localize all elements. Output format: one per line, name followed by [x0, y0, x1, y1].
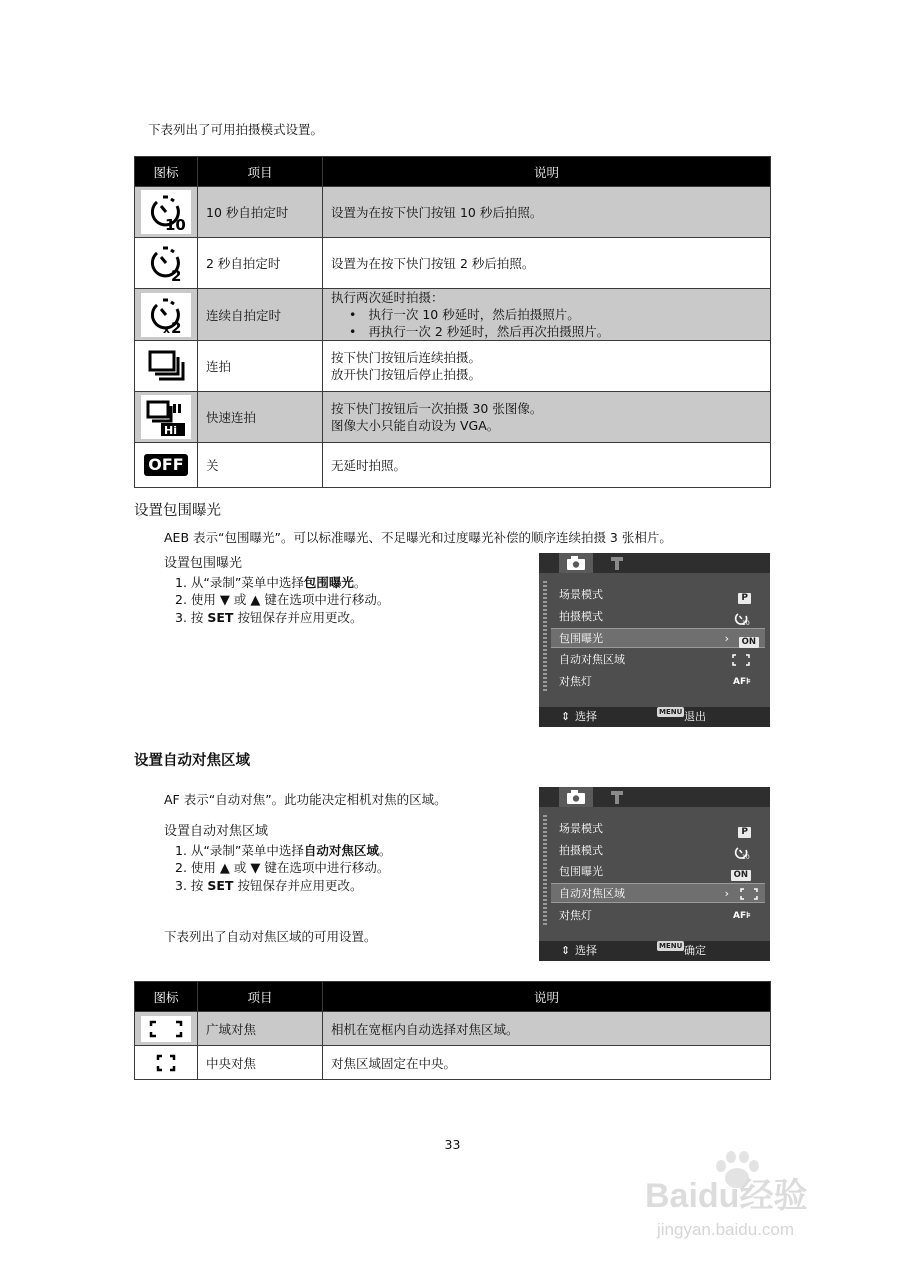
step-bold-text: SET [207, 878, 234, 893]
menu-item-label: 对焦灯 [559, 909, 592, 922]
up-arrow-icon: ▲ [250, 593, 261, 608]
af-step-2 [164, 859, 391, 877]
table-row [135, 238, 771, 289]
aeb-heading: 设置包围曝光 [134, 503, 221, 519]
step-text: 或 [233, 592, 247, 607]
svg-text:2: 2 [171, 267, 182, 285]
header-item: 项目 [198, 982, 323, 1012]
table-row [135, 443, 771, 488]
row-desc-line: 放开快门按钮后停止拍摄。 [331, 367, 482, 382]
row-item: 连拍 [198, 341, 323, 392]
tab-setup[interactable] [601, 553, 635, 573]
svg-text:Hi: Hi [164, 424, 177, 437]
on-badge [739, 632, 759, 646]
footer-action-label: 退出 [684, 710, 706, 723]
tab-setup[interactable] [601, 787, 635, 807]
af-step-3 [164, 877, 391, 894]
table-row [135, 392, 771, 443]
up-down-icon: ⇕ [561, 944, 571, 957]
step-text: 2. 使用 [175, 592, 216, 607]
menu-button-icon: MENU [659, 942, 683, 950]
aeb-step-1 [164, 574, 389, 591]
row-item: 中央对焦 [198, 1046, 323, 1080]
step-text: 按钮保存并应用更改。 [237, 610, 363, 625]
row-desc [323, 341, 771, 392]
table-header [135, 157, 771, 187]
af-area-table [134, 981, 771, 1080]
header-desc: 说明 [323, 982, 771, 1012]
row-desc: 无延时拍照。 [323, 443, 771, 488]
af-lamp-icon: AF⊧ [732, 911, 751, 921]
wrench-icon [601, 787, 635, 807]
svg-text:10: 10 [165, 216, 186, 234]
row-item: 关 [198, 443, 323, 488]
af-badge-text: AF [732, 677, 747, 687]
watermark-brand: Baidu经验 [645, 1177, 808, 1215]
menu-item-aeb[interactable] [551, 628, 765, 648]
step-text: 2. 使用 [175, 860, 216, 875]
row-desc-title: 执行两次延时拍摄： [331, 290, 444, 305]
row-desc: 设置为在按下快门按钮 2 秒后拍照。 [323, 238, 771, 289]
table-row [135, 1046, 771, 1080]
row-desc: 对焦区域固定在中央。 [323, 1046, 771, 1080]
table-row [135, 341, 771, 392]
scene-mode-p-icon [738, 822, 751, 836]
row-item: 2 秒自拍定时 [198, 238, 323, 289]
step-text: 按钮保存并应用更改。 [237, 878, 363, 893]
self-timer-2s-icon [141, 241, 191, 285]
step-text: 3. 按 [175, 878, 204, 893]
menu-item-scene-mode[interactable] [559, 585, 757, 605]
center-focus-icon [731, 653, 751, 667]
footer-action-label: 确定 [684, 944, 706, 957]
row-item: 连续自拍定时 [198, 289, 323, 341]
menu-item-af-lamp[interactable] [559, 906, 757, 926]
step-bold-text: SET [207, 610, 234, 625]
af-steps [164, 823, 391, 894]
header-desc: 说明 [323, 157, 771, 187]
list-item: • 执行一次 10 秒延时，然后拍摄照片。 [349, 306, 770, 323]
off-icon: OFF [144, 454, 187, 476]
row-desc: 相机在宽框内自动选择对焦区域。 [323, 1012, 771, 1046]
step-text: 。 [378, 843, 392, 858]
self-timer-10s-icon [733, 610, 751, 624]
row-desc-bullets [331, 306, 770, 340]
svg-text:2: 2 [171, 318, 182, 337]
scene-mode-p-icon [738, 588, 751, 602]
tab-camera[interactable] [559, 787, 593, 807]
self-timer-10s-icon [141, 190, 191, 234]
aeb-description: AEB 表示“包围曝光”。可以标准曝光、不足曝光和过度曝光补偿的顺序连续拍摄 3 张相片。 [164, 530, 672, 545]
menu-scroll-rail [543, 581, 547, 693]
row-item: 快速连拍 [198, 392, 323, 443]
center-focus-icon [739, 887, 759, 901]
camera-icon [559, 553, 593, 573]
wide-focus-icon [141, 1016, 191, 1042]
aeb-step-3 [164, 609, 389, 626]
af-heading: 设置自动对焦区域 [134, 753, 250, 769]
camera-menu-aeb [539, 553, 770, 727]
af-lamp-icon: AF⊧ [732, 677, 751, 687]
menu-item-label: 拍摄模式 [559, 844, 603, 857]
header-item: 项目 [198, 157, 323, 187]
af-table-intro: 下表列出了自动对焦区域的可用设置。 [164, 929, 377, 944]
menu-item-af-area[interactable] [559, 650, 757, 670]
self-timer-double-icon [141, 293, 191, 337]
af-sub-heading: 设置自动对焦区域 [164, 824, 269, 839]
row-desc-line: 图像大小只能自动设为 VGA。 [331, 418, 500, 433]
step-bold-text: 包围曝光 [303, 575, 354, 590]
menu-footer [539, 941, 770, 961]
menu-item-label: 场景模式 [559, 588, 603, 601]
camera-menu-af-area [539, 787, 770, 961]
list-item: • 再执行一次 2 秒延时，然后再次拍摄照片。 [349, 323, 770, 340]
scene-badge: P [738, 827, 751, 838]
down-arrow-icon: ▼ [219, 593, 230, 608]
svg-text:10: 10 [742, 620, 750, 626]
af-description: AF 表示“自动对焦”。此功能决定相机对焦的区域。 [164, 792, 447, 807]
burst-icon [141, 344, 191, 388]
row-desc-line: 按下快门按钮后一次拍摄 30 张图像。 [331, 401, 543, 416]
row-desc: 设置为在按下快门按钮 10 秒后拍照。 [323, 187, 771, 238]
intro-text: 下表列出了可用拍摄模式设置。 [148, 122, 324, 137]
down-arrow-icon: ▼ [250, 861, 261, 876]
step-text: 3. 按 [175, 610, 204, 625]
tab-camera[interactable] [559, 553, 593, 573]
step-text: 1. 从“录制”菜单中选择 [175, 843, 304, 858]
self-timer-10s-icon [733, 844, 751, 858]
menu-item-label: 拍摄模式 [559, 610, 603, 623]
menu-item-af-area[interactable] [551, 883, 765, 903]
svg-text:x: x [163, 322, 171, 336]
aeb-step-2 [164, 591, 389, 609]
aeb-steps [164, 555, 389, 626]
row-desc [323, 392, 771, 443]
step-text: 1. 从“录制”菜单中选择 [175, 575, 304, 590]
page-number: 33 [444, 1137, 461, 1152]
camera-icon [559, 787, 593, 807]
table-row [135, 289, 771, 341]
center-focus-icon [141, 1050, 191, 1076]
step-text: 键在选项中进行移动。 [264, 592, 390, 607]
table-row [135, 187, 771, 238]
step-bold-text: 自动对焦区域 [303, 843, 379, 858]
row-desc-line: 按下快门按钮后连续拍摄。 [331, 350, 482, 365]
on-badge-text: ON [731, 870, 751, 881]
wrench-icon [601, 553, 635, 573]
menu-item-af-lamp[interactable] [559, 672, 757, 692]
shooting-mode-table [134, 156, 771, 488]
row-item: 广域对焦 [198, 1012, 323, 1046]
menu-button-icon: MENU [659, 708, 683, 716]
step-text: 。 [353, 575, 367, 590]
menu-item-label: 包围曝光 [559, 632, 603, 645]
on-badge-text: ON [739, 637, 759, 648]
menu-item-label: 自动对焦区域 [559, 653, 625, 666]
footer-select-label: 选择 [575, 944, 597, 957]
svg-text:10: 10 [742, 854, 750, 860]
step-text: 键在选项中进行移动。 [264, 860, 390, 875]
menu-item-label: 自动对焦区域 [559, 887, 625, 900]
menu-footer [539, 707, 770, 727]
table-row [135, 1012, 771, 1046]
menu-item-scene-mode[interactable] [559, 819, 757, 839]
header-icon: 图标 [135, 982, 198, 1012]
chevron-right-icon: › [724, 632, 729, 645]
menu-scroll-rail [543, 815, 547, 927]
footer-select-label: 选择 [575, 710, 597, 723]
menu-item-shooting-mode[interactable] [559, 607, 757, 627]
af-step-1 [164, 842, 391, 859]
table-header [135, 982, 771, 1012]
menu-item-label: 包围曝光 [559, 865, 603, 878]
row-item: 10 秒自拍定时 [198, 187, 323, 238]
menu-item-label: 场景模式 [559, 822, 603, 835]
on-badge [731, 865, 751, 879]
baidu-watermark [643, 1148, 858, 1248]
aeb-sub-heading: 设置包围曝光 [164, 556, 243, 571]
menu-item-aeb[interactable] [559, 862, 757, 882]
scene-badge: P [738, 593, 751, 604]
chevron-right-icon: › [724, 887, 729, 900]
menu-item-shooting-mode[interactable] [559, 841, 757, 861]
row-desc [323, 289, 771, 341]
step-text: 或 [233, 860, 247, 875]
high-speed-burst-icon [141, 395, 191, 439]
up-arrow-icon: ▲ [219, 861, 230, 876]
af-badge-text: AF [732, 911, 747, 921]
header-icon: 图标 [135, 157, 198, 187]
watermark-url: jingyan.baidu.com [657, 1220, 795, 1239]
menu-item-label: 对焦灯 [559, 675, 592, 688]
up-down-icon: ⇕ [561, 710, 571, 723]
